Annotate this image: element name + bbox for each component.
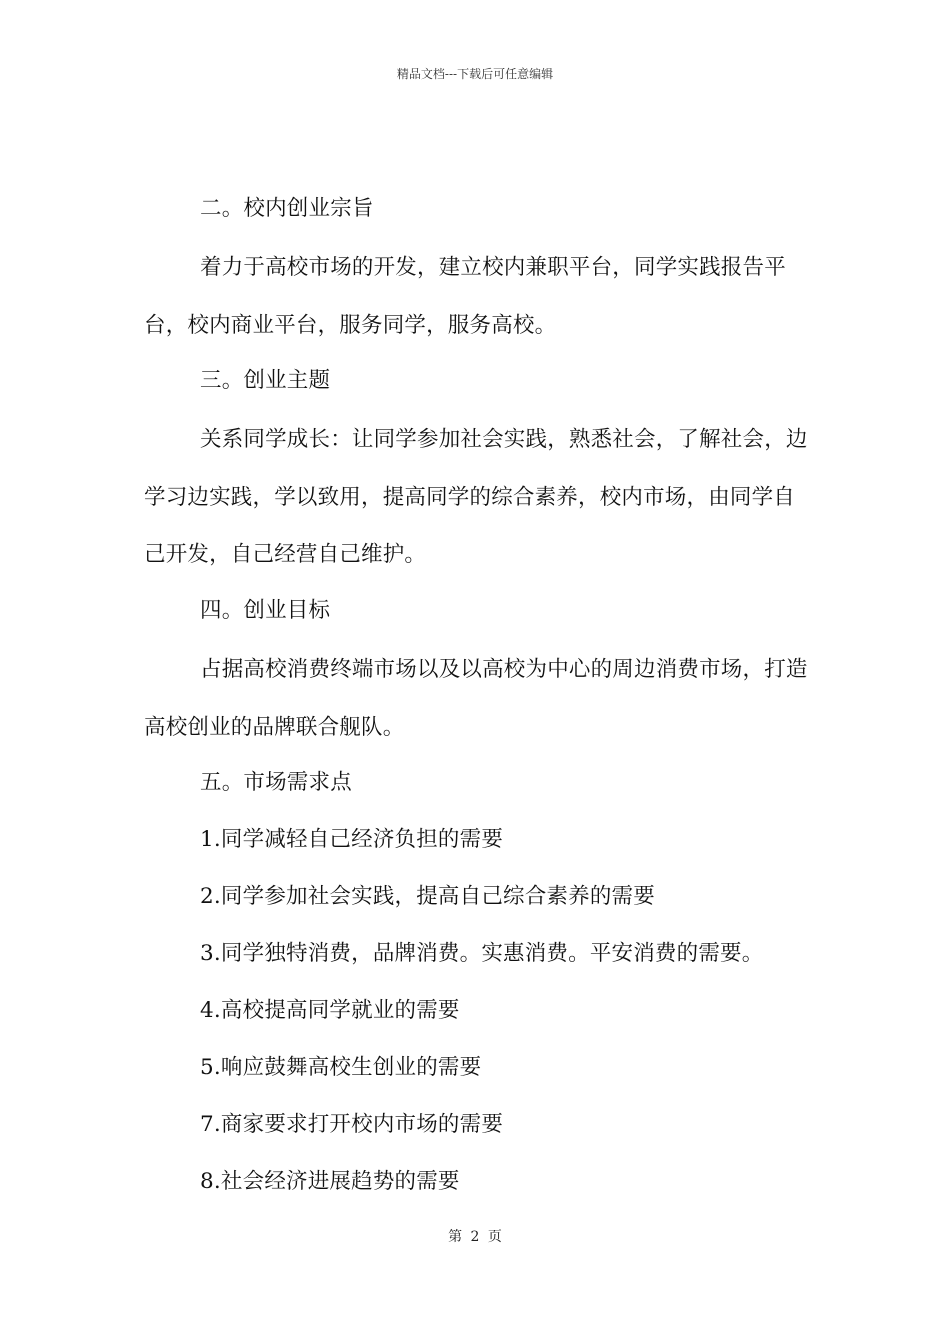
list-item: 3.同学独特消费，品牌消费。实惠消费。平安消费的需要。 bbox=[200, 941, 764, 966]
list-item: 7.商家要求打开校内市场的需要 bbox=[200, 1112, 504, 1137]
section-2-heading: 二。校内创业宗旨 bbox=[200, 196, 374, 221]
section-3-heading: 三。创业主题 bbox=[200, 368, 331, 393]
section-5-heading: 五。市场需求点 bbox=[200, 770, 352, 795]
list-item: 4.高校提高同学就业的需要 bbox=[200, 998, 460, 1023]
page-number: 第 2 页 bbox=[448, 1229, 502, 1245]
section-4-body: 占据高校消费终端市场以及以高校为中心的周边消费市场，打造高校创业的品牌联合舰队。 bbox=[144, 657, 808, 740]
list-item: 1.同学减轻自己经济负担的需要 bbox=[200, 827, 504, 852]
list-item: 5.响应鼓舞高校生创业的需要 bbox=[200, 1055, 482, 1080]
section-2-body: 着力于高校市场的开发，建立校内兼职平台，同学实践报告平台，校内商业平台，服务同学，服务高校。 bbox=[144, 255, 786, 338]
list-item: 8.社会经济进展趋势的需要 bbox=[200, 1169, 460, 1194]
list-item: 2.同学参加社会实践，提高自己综合素养的需要 bbox=[200, 884, 655, 909]
section-3-body: 关系同学成长：让同学参加社会实践，熟悉社会，了解社会，边学习边实践，学以致用，提高同学的综合素养，校内市场，由同学自己开发，自己经营自己维护。 bbox=[144, 427, 808, 567]
section-4-heading: 四。创业目标 bbox=[200, 598, 331, 623]
page-header: 精品文档---下载后可任意编辑 bbox=[396, 67, 554, 81]
